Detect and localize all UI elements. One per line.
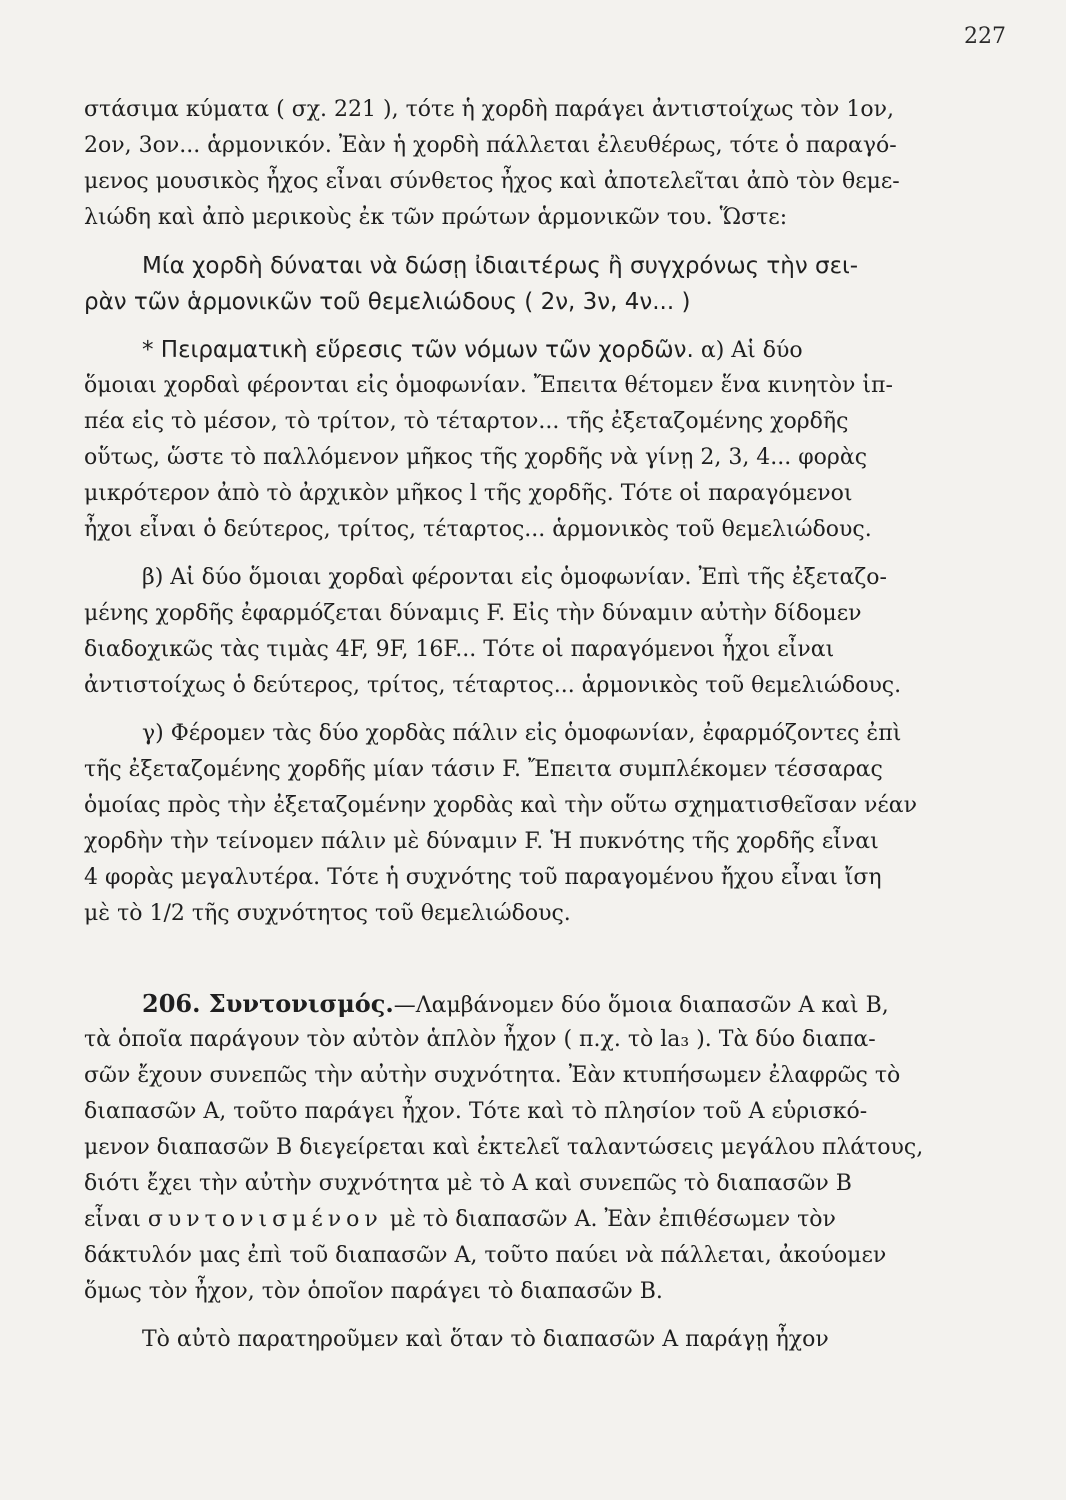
text-line: ἀντιστοίχως ὁ δεύτερος, τρίτος, τέταρτος... ἁρμονικὸς τοῦ θεμελιώδους.: [84, 673, 902, 698]
text-fragment: —Λαμβάνομεν δύο ὅμοια διαπασῶν Α καὶ Β,: [393, 993, 889, 1018]
section-206: [84, 986, 974, 1310]
text-line: διαδοχικῶς τὰς τιμὰς 4F, 9F, 16F... Τότε οἱ παραγόμενοι ἦχοι εἶναι: [84, 637, 835, 662]
paragraph-continuation: [84, 1322, 974, 1358]
text-line: διαπασῶν Α, τοῦτο παράγει ἦχον. Τότε καὶ τὸ πλησίον τοῦ Α εὑρισκό-: [84, 1099, 868, 1124]
text-fragment: μὲ τὸ διαπασῶν Α. Ἐὰν ἐπιθέσωμεν τὸν: [389, 1207, 836, 1232]
text-line: μενον διαπασῶν Β διεγείρεται καὶ ἐκτελεῖ ταλαντώσεις μεγάλου πλάτους,: [84, 1135, 924, 1160]
text-line: οὕτως, ὥστε τὸ παλλόμενον μῆκος τῆς χορδῆς νὰ γίνῃ 2, 3, 4... φορὰς: [84, 445, 868, 470]
paragraph-harmonics: [84, 92, 974, 236]
page-text: [84, 92, 974, 1358]
text-line: [84, 332, 974, 368]
text-line: Μία χορδὴ δύναται νὰ δώσῃ ἰδιαιτέρως ἢ συγχρόνως τὴν σει-: [142, 253, 859, 279]
text-line: ἦχοι εἶναι ὁ δεύτερος, τρίτος, τέταρτος... ἁρμονικὸς τοῦ θεμελιώδους.: [84, 517, 872, 542]
paragraph-experiment-b: [84, 560, 974, 704]
text-line: πέα εἰς τὸ μέσον, τὸ τρίτον, τὸ τέταρτον... τῆς ἐξεταζομένης χορδῆς: [84, 409, 849, 434]
text-line: ὅμως τὸν ἦχον, τὸν ὁποῖον παράγει τὸ διαπασῶν Β.: [84, 1279, 663, 1304]
text-line: τὰ ὁποῖα παράγουν τὸν αὐτὸν ἁπλὸν ἦχον ( π.χ. τὸ la₃ ). Τὰ δύο διαπα-: [84, 1027, 876, 1052]
rule-statement: [84, 248, 974, 320]
experiment-heading: * Πειραματικὴ εὕρεσις τῶν νόμων τῶν χορδῶν.: [142, 337, 694, 363]
text-fragment: α) Αἱ δύο: [700, 338, 803, 363]
text-line: [84, 986, 974, 1022]
text-line: μικρότερον ἀπὸ τὸ ἀρχικὸν μῆκος l τῆς χορδῆς. Τότε οἱ παραγόμενοι: [84, 481, 853, 506]
text-line: Τὸ αὐτὸ παρατηροῦμεν καὶ ὅταν τὸ διαπασῶν Α παράγῃ ἦχον: [142, 1327, 829, 1352]
text-line: χορδὴν τὴν τείνομεν πάλιν μὲ δύναμιν F. Ἡ πυκνότης τῆς χορδῆς εἶναι: [84, 829, 879, 854]
text-line: δάκτυλόν μας ἐπὶ τοῦ διαπασῶν Α, τοῦτο παύει νὰ πάλλεται, ἀκούομεν: [84, 1243, 887, 1268]
text-fragment: εἶναι: [84, 1207, 141, 1232]
paragraph-experiment-a: [84, 332, 974, 548]
text-line: μενος μουσικὸς ἦχος εἶναι σύνθετος ἦχος καὶ ἀποτελεῖται ἀπὸ τὸν θεμε-: [84, 169, 900, 194]
emphasized-word: συντονισμένον: [147, 1207, 383, 1232]
text-line: μένης χορδῆς ἐφαρμόζεται δύναμις F. Εἰς τὴν δύναμιν αὐτὴν δίδομεν: [84, 601, 862, 626]
text-line: γ) Φέρομεν τὰς δύο χορδὰς πάλιν εἰς ὁμοφωνίαν, ἐφαρμόζοντες ἐπὶ: [142, 721, 902, 746]
text-line: [84, 1202, 974, 1238]
text-line: 2ον, 3ον... ἁρμονικόν. Ἐὰν ἡ χορδὴ πάλλεται ἐλευθέρως, τότε ὁ παραγό-: [84, 133, 897, 158]
text-line: στάσιμα κύματα ( σχ. 221 ), τότε ἡ χορδὴ παράγει ἀντιστοίχως τὸν 1ον,: [84, 97, 895, 122]
text-line: τῆς ἐξεταζομένης χορδῆς μίαν τάσιν F. Ἔπειτα συμπλέκομεν τέσσαρας: [84, 757, 883, 782]
text-line: ρὰν τῶν ἁρμονικῶν τοῦ θεμελιώδους ( 2ν, 3ν, 4ν... ): [84, 289, 691, 315]
text-line: διότι ἔχει τὴν αὐτὴν συχνότητα μὲ τὸ Α καὶ συνεπῶς τὸ διαπασῶν Β: [84, 1171, 852, 1196]
text-line: μὲ τὸ 1/2 τῆς συχνότητος τοῦ θεμελιώδους.: [84, 901, 571, 926]
text-line: ὁμοίας πρὸς τὴν ἐξεταζομένην χορδὰς καὶ τὴν οὕτω σχηματισθεῖσαν νέαν: [84, 793, 917, 818]
text-line: σῶν ἔχουν συνεπῶς τὴν αὐτὴν συχνότητα. Ἐὰν κτυπήσωμεν ἐλαφρῶς τὸ: [84, 1063, 901, 1088]
text-line: 4 φορὰς μεγαλυτέρα. Τότε ἡ συχνότης τοῦ παραγομένου ἤχου εἶναι ἴση: [84, 865, 882, 890]
text-line: λιώδη καὶ ἀπὸ μερικοὺς ἐκ τῶν πρώτων ἁρμονικῶν του. Ὥστε:: [84, 205, 788, 230]
section-heading: 206. Συντονισμός.: [142, 989, 394, 1018]
text-line: ὅμοιαι χορδαὶ φέρονται εἰς ὁμοφωνίαν. Ἔπειτα θέτομεν ἕνα κινητὸν ἱπ-: [84, 373, 893, 398]
page-number: 227: [964, 24, 1006, 49]
text-line: β) Αἱ δύο ὅμοιαι χορδαὶ φέρονται εἰς ὁμοφωνίαν. Ἐπὶ τῆς ἐξεταζο-: [142, 565, 887, 590]
paragraph-experiment-c: [84, 716, 974, 932]
